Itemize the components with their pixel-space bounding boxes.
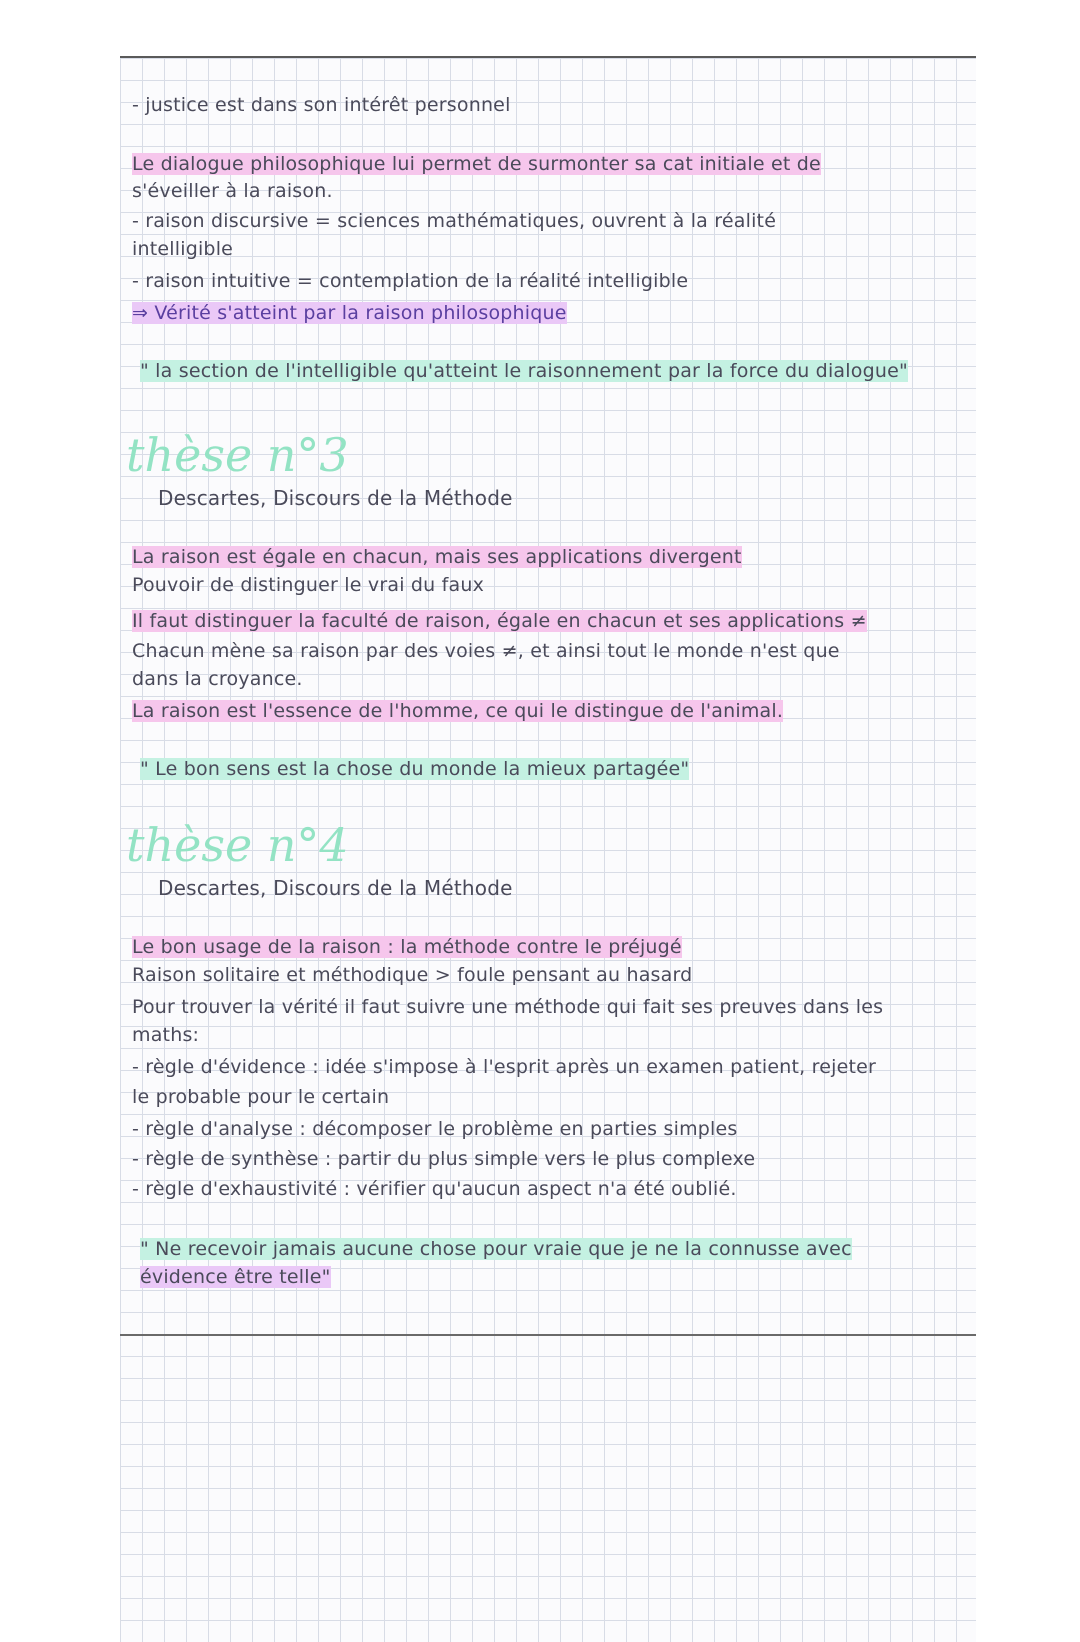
note-line: - règle d'exhaustivité : vérifier qu'aucun aspect n'a été oublié.	[132, 1178, 737, 1200]
note-line	[132, 546, 742, 568]
highlight-verite: ⇒ Vérité s'atteint par la raison philosophique	[132, 302, 567, 324]
note-line: Pouvoir de distinguer le vrai du faux	[132, 574, 485, 596]
note-line: - justice est dans son intérêt personnel	[132, 94, 511, 116]
note-line: maths:	[132, 1024, 200, 1046]
note-line	[132, 610, 867, 632]
note-line: Raison solitaire et méthodique > foule pensant au hasard	[132, 964, 693, 986]
quote-line	[140, 1266, 331, 1288]
highlight-quote: " la section de l'intelligible qu'atteint le raisonnement par la force du dialogue"	[140, 360, 908, 382]
note-line: Pour trouver la vérité il faut suivre une méthode qui fait ses preuves dans les	[132, 996, 884, 1018]
section-subtitle: Descartes, Discours de la Méthode	[158, 486, 513, 510]
highlight-quote: " Ne recevoir jamais aucune chose pour vraie que je ne la connusse avec	[140, 1238, 852, 1260]
note-line: - règle d'évidence : idée s'impose à l'esprit après un examen patient, rejeter	[132, 1056, 877, 1078]
section-title-these-4: thèse n°4	[126, 818, 349, 872]
highlight-bon-usage: Le bon usage de la raison : la méthode contre le préjugé	[132, 936, 682, 958]
note-line: dans la croyance.	[132, 668, 303, 690]
note-line	[132, 936, 682, 958]
highlight-dialogue: Le dialogue philosophique lui permet de surmonter sa cat initiale et de	[132, 153, 821, 175]
note-line: le probable pour le certain	[132, 1086, 390, 1108]
note-line: - raison discursive = sciences mathématiques, ouvrent à la réalité	[132, 210, 777, 232]
note-line: s'éveiller à la raison.	[132, 180, 333, 202]
note-line	[132, 302, 567, 324]
highlight-quote: " Le bon sens est la chose du monde la mieux partagée"	[140, 758, 690, 780]
highlight-essence: La raison est l'essence de l'homme, ce qui le distingue de l'animal.	[132, 700, 784, 722]
quote-line	[140, 758, 689, 780]
highlight-raison: La raison est égale en chacun, mais ses applications divergent	[132, 546, 742, 568]
section-subtitle: Descartes, Discours de la Méthode	[158, 876, 513, 900]
quote-line	[140, 1238, 852, 1260]
highlight-faculte: Il faut distinguer la faculté de raison, égale en chacun et ses applications ≠	[132, 610, 867, 632]
highlight-quote: évidence être telle"	[140, 1266, 331, 1288]
note-line: intelligible	[132, 238, 234, 260]
quote-line	[140, 360, 908, 382]
page-bottom-rule	[120, 1334, 976, 1336]
note-line	[132, 700, 783, 722]
section-title-these-3: thèse n°3	[126, 428, 349, 482]
note-line: - règle d'analyse : décomposer le problème en parties simples	[132, 1118, 738, 1140]
note-line: - règle de synthèse : partir du plus simple vers le plus complexe	[132, 1148, 756, 1170]
note-line: - raison intuitive = contemplation de la réalité intelligible	[132, 270, 689, 292]
note-line: Chacun mène sa raison par des voies ≠, et ainsi tout le monde n'est que	[132, 640, 840, 662]
note-line	[132, 153, 821, 175]
